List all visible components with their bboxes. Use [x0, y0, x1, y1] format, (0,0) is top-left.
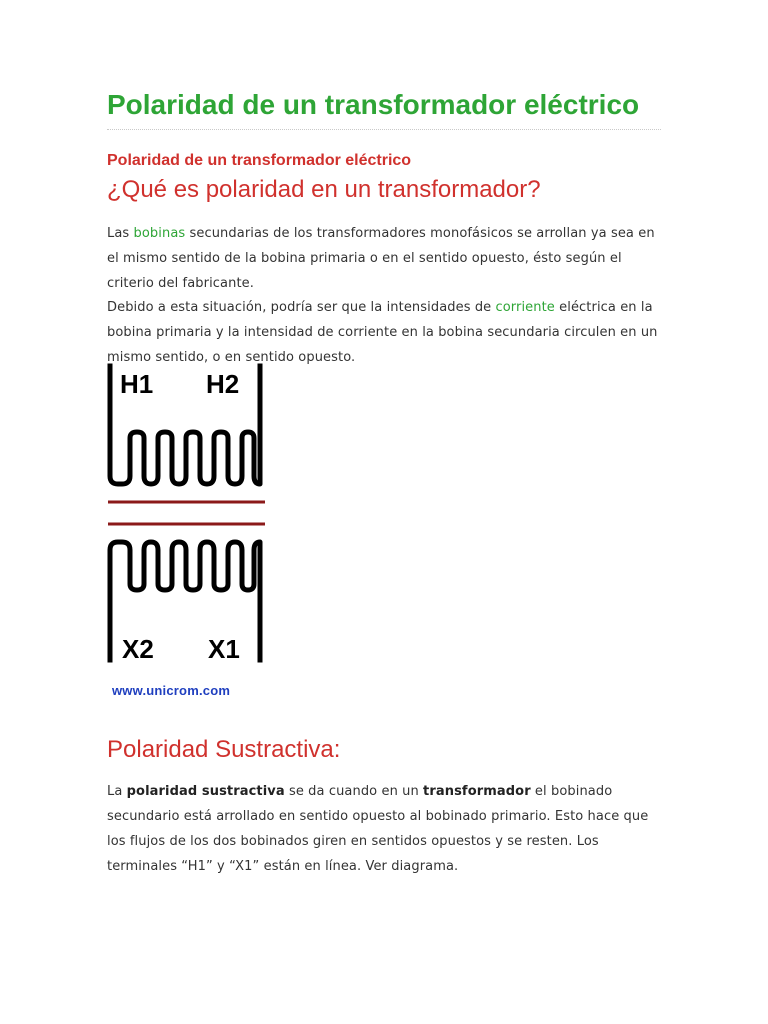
paragraph-line: terminales “H1” y “X1” están en línea. Ver diagrama.: [107, 859, 459, 874]
text-run: secundarias de los transformadores monofásicos se arrollan ya sea en: [185, 226, 655, 241]
text-run: Debido a esta situación, podría ser que la intensidades de: [107, 300, 496, 315]
text-run: el bobinado: [530, 784, 613, 799]
terminal-label-h2: H2: [206, 369, 240, 399]
link-corriente[interactable]: corriente: [495, 300, 555, 315]
paragraph-line: [107, 295, 667, 320]
paragraph-line: criterio del fabricante.: [107, 276, 254, 291]
terminal-label-x1: X1: [208, 634, 240, 664]
transformer-polarity-diagram: [100, 362, 272, 702]
page-title: Polaridad de un transformador eléctrico: [107, 89, 640, 120]
text-run: eléctrica en la: [554, 300, 653, 315]
bold-term-transformador: transformador: [423, 784, 531, 799]
title-divider: [107, 129, 661, 130]
text-run: Las: [107, 226, 134, 241]
section-heading-sustractiva: Polaridad Sustractiva:: [107, 736, 341, 763]
paragraph-line: bobina primaria y la intensidad de corriente en la bobina secundaria circulen en un: [107, 325, 658, 340]
transformer-diagram-svg: [100, 362, 272, 702]
paragraph-line: mismo sentido, o en sentido opuesto.: [107, 350, 356, 365]
paragraph-line: [107, 779, 667, 804]
paragraph-line: el mismo sentido de la bobina primaria o en el sentido opuesto, ésto según el: [107, 251, 622, 266]
terminal-label-x2: X2: [122, 634, 154, 664]
paragraph-intro: [107, 221, 667, 296]
terminal-label-h1: H1: [120, 369, 154, 399]
bold-term-polaridad-sustractiva: polaridad sustractiva: [126, 784, 285, 799]
paragraph-line: secundario está arrollado en sentido opuesto al bobinado primario. Esto hace que: [107, 809, 649, 824]
watermark-unicrom: www.unicrom.com: [112, 683, 231, 698]
paragraph-current: [107, 295, 667, 370]
paragraph-sustractiva: [107, 779, 667, 879]
paragraph-line: [107, 221, 667, 246]
link-bobinas[interactable]: bobinas: [133, 226, 186, 241]
paragraph-line: los flujos de los dos bobinados giren en sentidos opuestos y se resten. Los: [107, 834, 599, 849]
article-subtitle: Polaridad de un transformador eléctrico: [107, 152, 412, 169]
text-run: La: [107, 784, 127, 799]
section-heading-polaridad: ¿Qué es polaridad en un transformador?: [107, 176, 541, 203]
text-run: se da cuando en un: [284, 784, 424, 799]
